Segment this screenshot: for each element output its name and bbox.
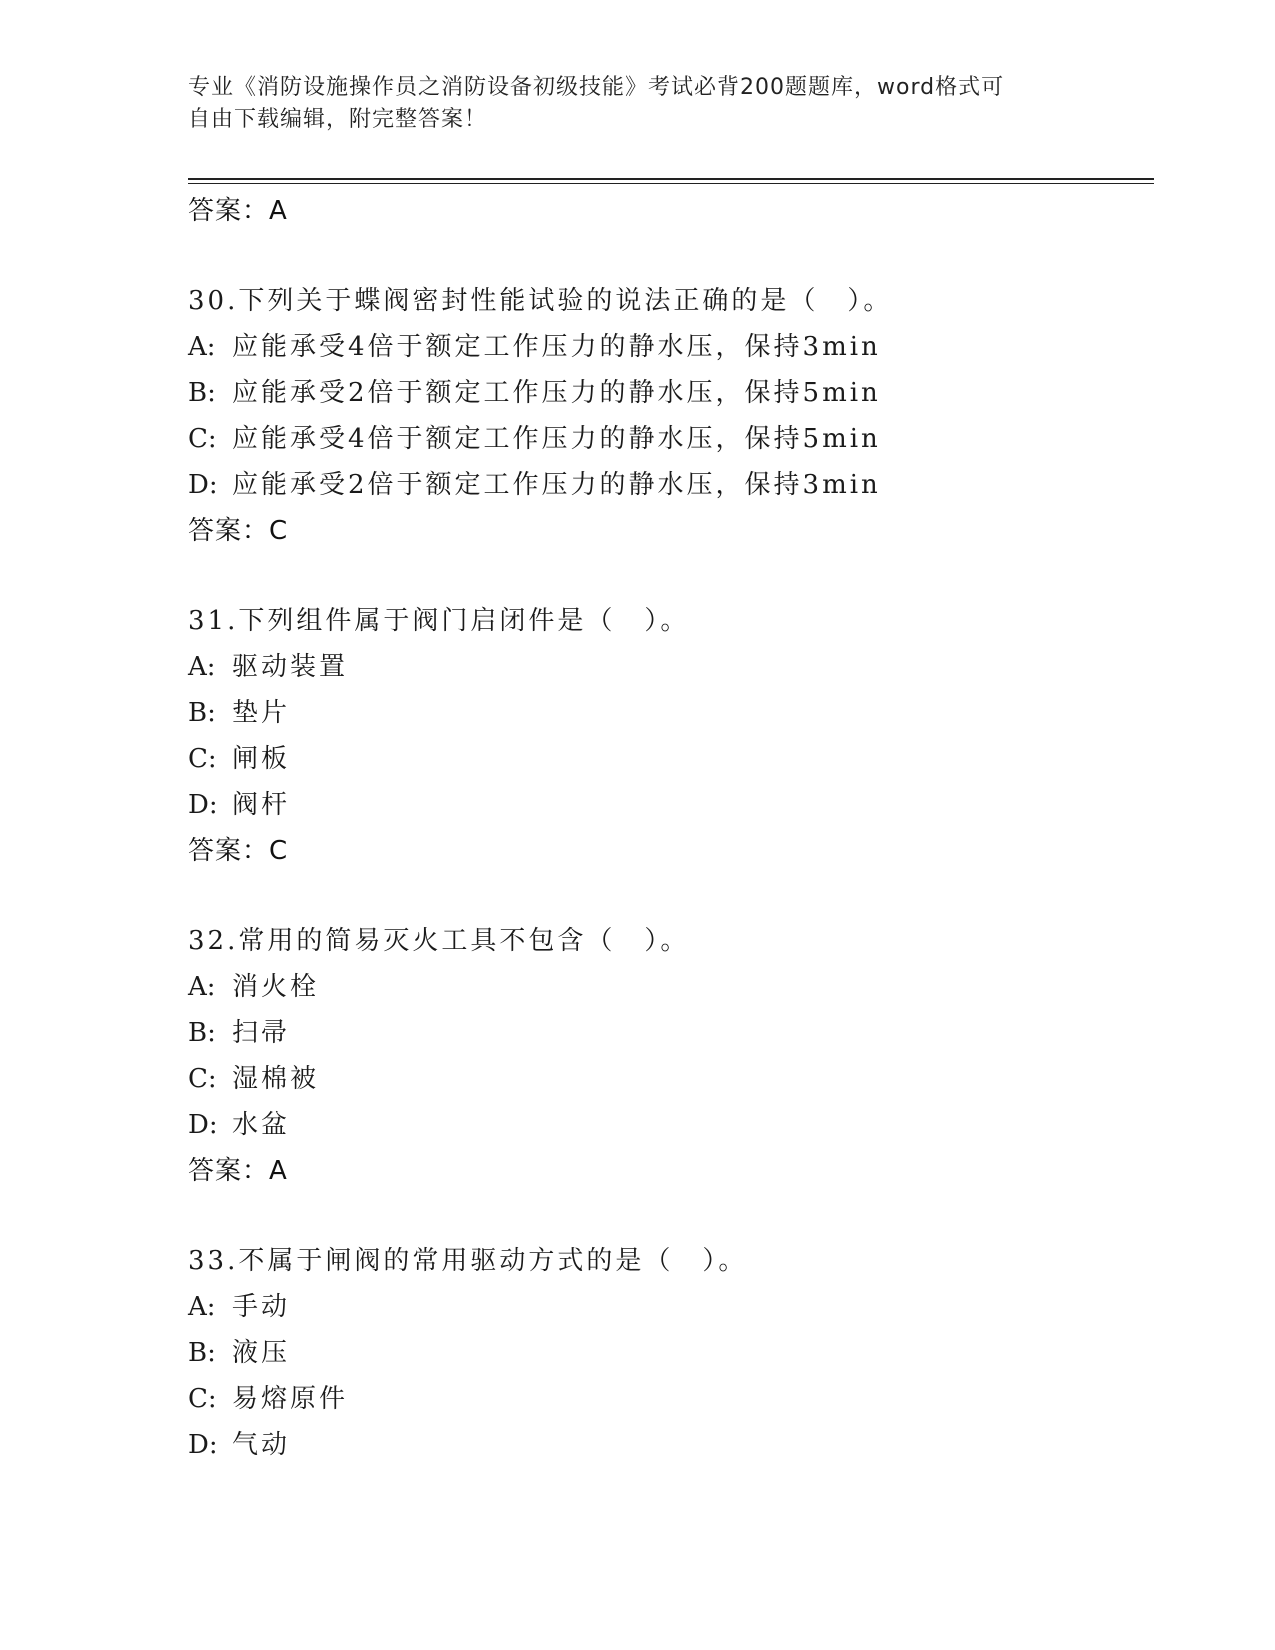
option-c [188,416,1154,462]
option-b [188,370,1154,416]
option-text: 驱动装置 [232,652,349,682]
header-line-1: 专业《消防设施操作员之消防设备初级技能》考试必背200题题库，word格式可 [188,75,1005,100]
option-text: 垫片 [232,698,291,728]
option-text: 水盆 [232,1110,291,1140]
option-letter: B: [188,1338,216,1368]
option-b [188,1330,1154,1376]
option-letter: A: [188,652,216,682]
option-letter: B: [188,378,216,408]
header-divider-thin [188,183,1154,184]
option-text: 应能承受4倍于额定工作压力的静水压，保持5min [232,424,881,454]
question-stem: 30.下列关于蝶阀密封性能试验的说法正确的是（ ）。 [188,286,893,316]
option-text: 易熔原件 [232,1384,349,1414]
option-letter: D: [188,1110,218,1140]
option-letter: A: [188,1292,216,1322]
option-a [188,644,1154,690]
option-letter: C: [188,744,217,774]
option-letter: B: [188,1018,216,1048]
option-text: 阀杆 [232,790,291,820]
option-letter: B: [188,698,216,728]
option-b [188,1010,1154,1056]
option-b [188,690,1154,736]
document-header [188,72,1068,136]
option-d [188,462,1154,508]
option-letter: C: [188,424,217,454]
option-d [188,782,1154,828]
header-line-2: 自由下载编辑，附完整答案！ [188,107,488,132]
option-text: 应能承受4倍于额定工作压力的静水压，保持3min [232,332,881,362]
option-text: 手动 [232,1292,291,1322]
option-text: 应能承受2倍于额定工作压力的静水压，保持5min [232,378,881,408]
answer-line: 答案：A [188,196,288,226]
option-a [188,324,1154,370]
option-a [188,1284,1154,1330]
question-stem: 33.不属于闸阀的常用驱动方式的是（ ）。 [188,1246,748,1276]
question-stem: 31.下列组件属于阀门启闭件是（ ）。 [188,606,690,636]
option-text: 扫帚 [232,1018,291,1048]
question-33 [188,1238,1154,1468]
option-text: 湿棉被 [232,1064,320,1094]
option-text: 应能承受2倍于额定工作压力的静水压，保持3min [232,470,881,500]
question-list [188,188,1154,1468]
question-31 [188,598,1154,874]
option-d [188,1102,1154,1148]
question-32 [188,918,1154,1194]
option-c [188,1056,1154,1102]
option-c [188,736,1154,782]
answer-line: 答案：C [188,516,289,546]
question-stem: 32.常用的简易灭火工具不包含（ ）。 [188,926,690,956]
option-text: 闸板 [232,744,291,774]
option-letter: D: [188,470,218,500]
option-a [188,964,1154,1010]
option-letter: A: [188,332,216,362]
question-30 [188,278,1154,554]
option-letter: A: [188,972,216,1002]
header-divider-thick [188,178,1154,180]
option-text: 液压 [232,1338,291,1368]
option-letter: D: [188,1430,218,1460]
option-letter: C: [188,1064,217,1094]
option-text: 消火栓 [232,972,320,1002]
answer-line: 答案：A [188,1156,288,1186]
option-letter: D: [188,790,218,820]
option-letter: C: [188,1384,217,1414]
option-c [188,1376,1154,1422]
answer-line: 答案：C [188,836,289,866]
option-d [188,1422,1154,1468]
option-text: 气动 [232,1430,291,1460]
